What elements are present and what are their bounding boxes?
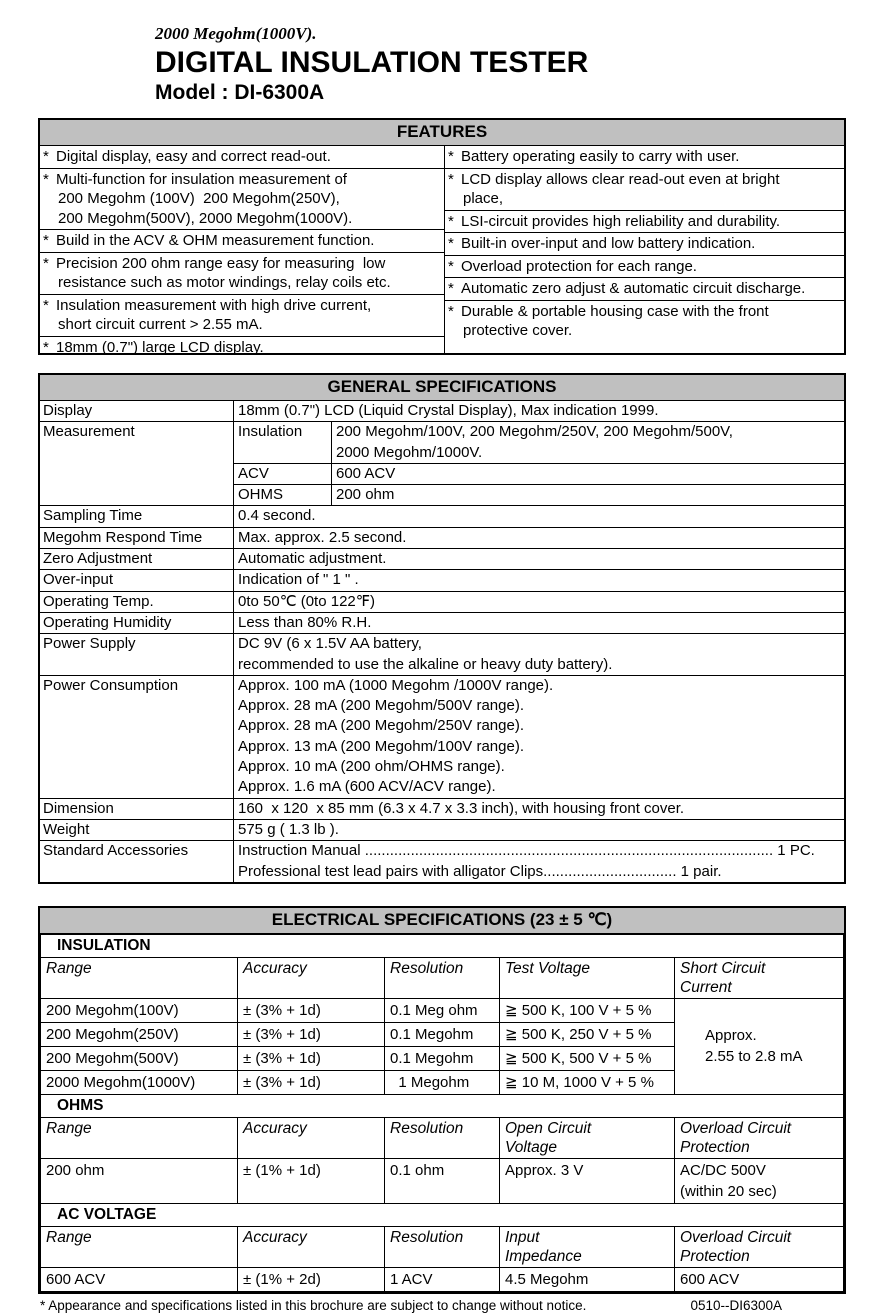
spec-cell bbox=[500, 1158, 675, 1203]
spec-text: Approx. 1.6 mA (600 ACV/ACV range). bbox=[238, 778, 496, 796]
feature-item bbox=[40, 169, 444, 231]
spec-value bbox=[234, 401, 844, 421]
feature-text: protective cover. bbox=[463, 322, 573, 339]
spec-label: Power Consumption bbox=[40, 676, 234, 798]
spec-label: Standard Accessories bbox=[40, 841, 234, 882]
electrical-specs-table bbox=[38, 906, 846, 1294]
spec-text: 0.1 Megohm bbox=[390, 1049, 474, 1067]
section-title: OHMS bbox=[41, 1094, 844, 1117]
spec-text: Approx. 28 mA (200 Megohm/500V range). bbox=[238, 697, 524, 715]
column-header-text: Test Voltage bbox=[505, 959, 591, 977]
spec-text: 1 ACV bbox=[390, 1270, 433, 1288]
column-header-text: Accuracy bbox=[243, 1228, 307, 1246]
spec-sublabel: ACV bbox=[234, 464, 332, 484]
product-tagline: 2000 Megohm(1000V). bbox=[155, 24, 317, 43]
asterisk-bullet: * bbox=[448, 235, 454, 252]
spec-subvalue bbox=[332, 485, 844, 505]
spec-cell bbox=[41, 1267, 238, 1291]
column-header-text: Short Circuit bbox=[680, 959, 766, 977]
column-header-text: Protection bbox=[680, 1247, 750, 1265]
feature-item bbox=[40, 230, 444, 253]
spec-text: 18mm (0.7") LCD (Liquid Crystal Display), Max indication 1999. bbox=[238, 402, 659, 419]
spec-value bbox=[234, 506, 844, 526]
document-header bbox=[155, 24, 846, 105]
section-title: INSULATION bbox=[41, 934, 844, 957]
spec-text: Automatic adjustment. bbox=[238, 550, 387, 568]
spec-row bbox=[40, 841, 844, 882]
spec-label: Megohm Respond Time bbox=[40, 528, 234, 548]
section-row bbox=[41, 1094, 844, 1117]
column-header-text: Overload Circuit bbox=[680, 1119, 792, 1137]
doc-code: 0510--DI6300A bbox=[690, 1297, 782, 1313]
column-header-text: Impedance bbox=[505, 1247, 582, 1265]
feature-item bbox=[445, 256, 844, 279]
spec-cell bbox=[41, 1022, 238, 1046]
spec-row bbox=[40, 549, 844, 570]
feature-item bbox=[445, 169, 844, 211]
spec-text: AC/DC 500V bbox=[680, 1161, 766, 1179]
spec-row bbox=[40, 506, 844, 527]
spec-cell bbox=[500, 998, 675, 1022]
column-header-text: Protection bbox=[680, 1138, 750, 1156]
spec-cell bbox=[675, 1267, 844, 1291]
feature-item bbox=[445, 146, 844, 169]
feature-text: 200 Megohm(500V), 2000 Megohm(1000V). bbox=[58, 209, 353, 227]
table-row bbox=[41, 998, 844, 1022]
feature-text: * LCD display allows clear read-out even at bright bbox=[448, 170, 780, 188]
column-header bbox=[41, 1226, 238, 1267]
spec-text: 2000 Megohm/1000V. bbox=[336, 443, 483, 461]
spec-text: Instruction Manual .................................................................................................. 1 PC. bbox=[238, 842, 815, 860]
feature-text: * Build in the ACV & OHM measurement function. bbox=[43, 232, 375, 249]
spec-text: ± (3% + 1d) bbox=[243, 1001, 321, 1019]
section-row bbox=[41, 1203, 844, 1226]
asterisk-bullet: * bbox=[43, 254, 49, 272]
spec-text: 200 Megohm(250V) bbox=[46, 1025, 179, 1043]
spec-row bbox=[40, 570, 844, 591]
column-header bbox=[675, 957, 844, 998]
column-header-text: Range bbox=[46, 959, 92, 977]
spec-value bbox=[234, 799, 844, 819]
column-header-text: Current bbox=[680, 978, 732, 996]
column-header bbox=[41, 1117, 238, 1158]
spec-row bbox=[40, 401, 844, 422]
spec-cell bbox=[41, 1046, 238, 1070]
spec-text: Approx. 28 mA (200 Megohm/250V range). bbox=[238, 717, 524, 735]
asterisk-bullet: * bbox=[448, 148, 454, 165]
feature-item bbox=[445, 301, 844, 354]
product-model: Model : DI-6300A bbox=[155, 81, 325, 104]
column-header-row bbox=[41, 957, 844, 998]
spec-text: 600 ACV bbox=[336, 464, 396, 482]
feature-text: * Overload protection for each range. bbox=[448, 257, 697, 275]
spec-label: Over-input bbox=[40, 570, 234, 590]
spec-text: ± (3% + 1d) bbox=[243, 1049, 321, 1067]
spec-text: recommended to use the alkaline or heavy duty battery). bbox=[238, 655, 613, 673]
spec-text: 2.55 to 2.8 mA bbox=[705, 1048, 803, 1066]
spec-text: ≧ 500 K, 250 V + 5 % bbox=[505, 1025, 652, 1043]
spec-value bbox=[234, 592, 844, 612]
section-row bbox=[41, 934, 844, 957]
document-footer bbox=[38, 1298, 846, 1314]
spec-text: 0.1 Megohm bbox=[390, 1025, 474, 1043]
features-body bbox=[40, 146, 844, 356]
column-header-text: Open Circuit bbox=[505, 1119, 592, 1137]
spec-value bbox=[234, 570, 844, 590]
general-specs-title: GENERAL SPECIFICATIONS bbox=[40, 375, 844, 401]
column-header-text: Range bbox=[46, 1228, 92, 1246]
product-title: DIGITAL INSULATION TESTER bbox=[155, 46, 589, 79]
spec-sublabel: Insulation bbox=[234, 422, 332, 463]
column-header-text: Input bbox=[505, 1228, 540, 1246]
feature-item bbox=[445, 233, 844, 256]
spec-text: 575 g ( 1.3 lb ). bbox=[238, 820, 339, 838]
feature-text: * Insulation measurement with high drive current, bbox=[43, 296, 372, 314]
features-column-left bbox=[40, 146, 445, 356]
spec-text: ≧ 500 K, 100 V + 5 % bbox=[505, 1001, 652, 1019]
spec-text: 600 ACV bbox=[680, 1270, 740, 1288]
spec-value bbox=[234, 422, 844, 505]
spec-cell bbox=[500, 1070, 675, 1094]
column-header bbox=[500, 1117, 675, 1158]
spec-text: Indication of " 1 " . bbox=[238, 571, 359, 589]
spec-cell bbox=[238, 1267, 385, 1291]
spec-text: ± (1% + 1d) bbox=[243, 1161, 321, 1179]
spec-cell bbox=[385, 1022, 500, 1046]
feature-text: * Automatic zero adjust & automatic circuit discharge. bbox=[448, 280, 806, 297]
column-header bbox=[675, 1226, 844, 1267]
column-header bbox=[41, 957, 238, 998]
feature-item bbox=[445, 211, 844, 234]
spec-row bbox=[40, 820, 844, 841]
asterisk-bullet: * bbox=[43, 232, 49, 249]
spec-cell bbox=[675, 1158, 844, 1203]
spec-text: 0.1 ohm bbox=[390, 1161, 445, 1179]
asterisk-bullet: * bbox=[448, 257, 454, 275]
spec-text: DC 9V (6 x 1.5V AA battery, bbox=[238, 635, 422, 653]
column-header bbox=[238, 1226, 385, 1267]
spec-text: Approx. bbox=[705, 1027, 757, 1045]
spec-label: Operating Temp. bbox=[40, 592, 234, 612]
spec-text: 600 ACV bbox=[46, 1270, 106, 1288]
spec-text: 0to 50℃ (0to 122℉) bbox=[238, 592, 376, 610]
column-header bbox=[675, 1117, 844, 1158]
spec-text: Approx. 100 mA (1000 Megohm /1000V range). bbox=[238, 676, 554, 694]
spec-row bbox=[40, 634, 844, 676]
spec-cell bbox=[41, 1158, 238, 1203]
asterisk-bullet: * bbox=[43, 296, 49, 314]
spec-cell bbox=[500, 1046, 675, 1070]
spec-text: Max. approx. 2.5 second. bbox=[238, 528, 407, 546]
spec-label: Display bbox=[40, 401, 234, 421]
feature-text: * Precision 200 ohm range easy for measuring low bbox=[43, 254, 386, 272]
spec-label: Sampling Time bbox=[40, 506, 234, 526]
spec-cell bbox=[41, 998, 238, 1022]
spec-text: Less than 80% R.H. bbox=[238, 613, 372, 631]
section-title: AC VOLTAGE bbox=[41, 1203, 844, 1226]
column-header-text: Resolution bbox=[390, 1228, 464, 1246]
spec-subrow bbox=[234, 464, 844, 485]
general-specs-table bbox=[38, 373, 846, 884]
feature-text: resistance such as motor windings, relay coils etc. bbox=[58, 274, 391, 291]
column-header-text: Voltage bbox=[505, 1138, 557, 1156]
spec-sublabel: OHMS bbox=[234, 485, 332, 505]
feature-item bbox=[40, 253, 444, 295]
spec-cell bbox=[385, 1158, 500, 1203]
spec-text: 4.5 Megohm bbox=[505, 1270, 589, 1288]
spec-subrow bbox=[234, 485, 844, 505]
column-header-text: Overload Circuit bbox=[680, 1228, 792, 1246]
column-header-text: Accuracy bbox=[243, 959, 307, 977]
feature-item bbox=[40, 337, 444, 359]
asterisk-bullet: * bbox=[43, 170, 49, 188]
feature-text: * Battery operating easily to carry with user. bbox=[448, 148, 740, 165]
general-specs-body bbox=[40, 401, 844, 882]
spec-label: Operating Humidity bbox=[40, 613, 234, 633]
spec-row bbox=[40, 676, 844, 799]
feature-text: * 18mm (0.7") large LCD display. bbox=[43, 338, 264, 356]
feature-text: * Digital display, easy and correct read-out. bbox=[43, 148, 331, 165]
column-header-text: Accuracy bbox=[243, 1119, 307, 1137]
electrical-specs-title: ELECTRICAL SPECIFICATIONS (23 ± 5 ℃) bbox=[40, 908, 844, 934]
spec-cell bbox=[385, 1046, 500, 1070]
spec-value bbox=[234, 634, 844, 675]
spec-value bbox=[234, 820, 844, 840]
asterisk-bullet: * bbox=[448, 280, 454, 297]
table-row bbox=[41, 1267, 844, 1291]
spec-value bbox=[234, 549, 844, 569]
feature-text: * Built-in over-input and low battery indication. bbox=[448, 235, 756, 252]
spec-cell bbox=[238, 998, 385, 1022]
feature-text: * Multi-function for insulation measurement of bbox=[43, 170, 347, 188]
spec-row bbox=[40, 613, 844, 634]
column-header bbox=[238, 1117, 385, 1158]
spec-text: 0.1 Meg ohm bbox=[390, 1001, 478, 1019]
spec-cell bbox=[41, 1070, 238, 1094]
asterisk-bullet: * bbox=[448, 302, 454, 320]
spec-text: ≧ 500 K, 500 V + 5 % bbox=[505, 1049, 652, 1067]
spec-label: Measurement bbox=[40, 422, 234, 505]
features-column-right bbox=[445, 146, 844, 353]
spec-value bbox=[234, 528, 844, 548]
spec-subrow bbox=[234, 422, 844, 464]
feature-text: * LSI-circuit provides high reliability and durability. bbox=[448, 212, 781, 230]
spec-row bbox=[40, 422, 844, 506]
merged-spec-cell bbox=[675, 998, 844, 1094]
column-header bbox=[238, 957, 385, 998]
spec-row bbox=[40, 592, 844, 613]
asterisk-bullet: * bbox=[448, 170, 454, 188]
spec-text: 2000 Megohm(1000V) bbox=[46, 1073, 196, 1091]
spec-text: ± (3% + 1d) bbox=[243, 1025, 321, 1043]
spec-cell bbox=[238, 1070, 385, 1094]
table-row bbox=[41, 1158, 844, 1203]
column-header-row bbox=[41, 1226, 844, 1267]
spec-cell bbox=[385, 998, 500, 1022]
spec-text: 200 Megohm/100V, 200 Megohm/250V, 200 Megohm/500V, bbox=[336, 423, 733, 441]
spec-text: 160 x 120 x 85 mm (6.3 x 4.7 x 3.3 inch), with housing front cover. bbox=[238, 799, 685, 817]
spec-cell bbox=[500, 1022, 675, 1046]
column-header-row bbox=[41, 1117, 844, 1158]
electrical-specs-grid bbox=[40, 934, 844, 1292]
spec-text: Professional test lead pairs with alligator Clips................................ 1 pair. bbox=[238, 862, 722, 880]
column-header bbox=[385, 957, 500, 998]
spec-subvalue bbox=[332, 464, 844, 484]
spec-text: Approx. 13 mA (200 Megohm/100V range). bbox=[238, 737, 524, 755]
feature-item bbox=[445, 278, 844, 301]
spec-text: 200 Megohm(100V) bbox=[46, 1001, 179, 1019]
spec-cell bbox=[238, 1158, 385, 1203]
spec-label: Weight bbox=[40, 820, 234, 840]
column-header-text: Resolution bbox=[390, 959, 464, 977]
electrical-specs-tbody bbox=[41, 934, 844, 1291]
footer-note: * Appearance and specifications listed in this brochure are subject to change without notice. bbox=[40, 1297, 587, 1313]
spec-text: 1 Megohm bbox=[390, 1073, 470, 1091]
spec-label: Dimension bbox=[40, 799, 234, 819]
feature-text: 200 Megohm (100V) 200 Megohm(250V), bbox=[58, 190, 340, 207]
spec-text: Approx. 10 mA (200 ohm/OHMS range). bbox=[238, 758, 505, 776]
spec-text: ≧ 10 M, 1000 V + 5 % bbox=[505, 1073, 654, 1091]
features-title: FEATURES bbox=[40, 120, 844, 146]
spec-cell bbox=[238, 1046, 385, 1070]
column-header bbox=[385, 1117, 500, 1158]
spec-row bbox=[40, 528, 844, 549]
spec-cell bbox=[500, 1267, 675, 1291]
spec-text: Approx. 3 V bbox=[505, 1161, 584, 1179]
feature-item bbox=[40, 295, 444, 337]
spec-label: Power Supply bbox=[40, 634, 234, 675]
spec-text: 200 Megohm(500V) bbox=[46, 1049, 179, 1067]
feature-item bbox=[40, 146, 444, 169]
features-table bbox=[38, 118, 846, 355]
column-header-text: Range bbox=[46, 1119, 92, 1137]
column-header-text: Resolution bbox=[390, 1119, 464, 1137]
feature-text: short circuit current > 2.55 mA. bbox=[58, 316, 263, 333]
spec-row bbox=[40, 799, 844, 820]
spec-cell bbox=[385, 1267, 500, 1291]
column-header bbox=[500, 957, 675, 998]
spec-text: (within 20 sec) bbox=[680, 1182, 777, 1200]
spec-cell bbox=[385, 1070, 500, 1094]
spec-text: 200 ohm bbox=[336, 486, 395, 504]
spec-cell bbox=[238, 1022, 385, 1046]
spec-label: Zero Adjustment bbox=[40, 549, 234, 569]
spec-text: ± (3% + 1d) bbox=[243, 1073, 321, 1091]
feature-text: place, bbox=[463, 190, 504, 207]
column-header bbox=[500, 1226, 675, 1267]
spec-text: ± (1% + 2d) bbox=[243, 1270, 321, 1288]
feature-text: * Durable & portable housing case with the front bbox=[448, 302, 769, 320]
spec-text: 200 ohm bbox=[46, 1161, 105, 1179]
asterisk-bullet: * bbox=[448, 212, 454, 230]
asterisk-bullet: * bbox=[43, 148, 49, 165]
spec-subvalue bbox=[332, 422, 844, 463]
spec-value bbox=[234, 613, 844, 633]
spec-value bbox=[234, 676, 844, 798]
asterisk-bullet: * bbox=[43, 338, 49, 356]
column-header bbox=[385, 1226, 500, 1267]
spec-value bbox=[234, 841, 844, 882]
spec-text: 0.4 second. bbox=[238, 507, 316, 525]
